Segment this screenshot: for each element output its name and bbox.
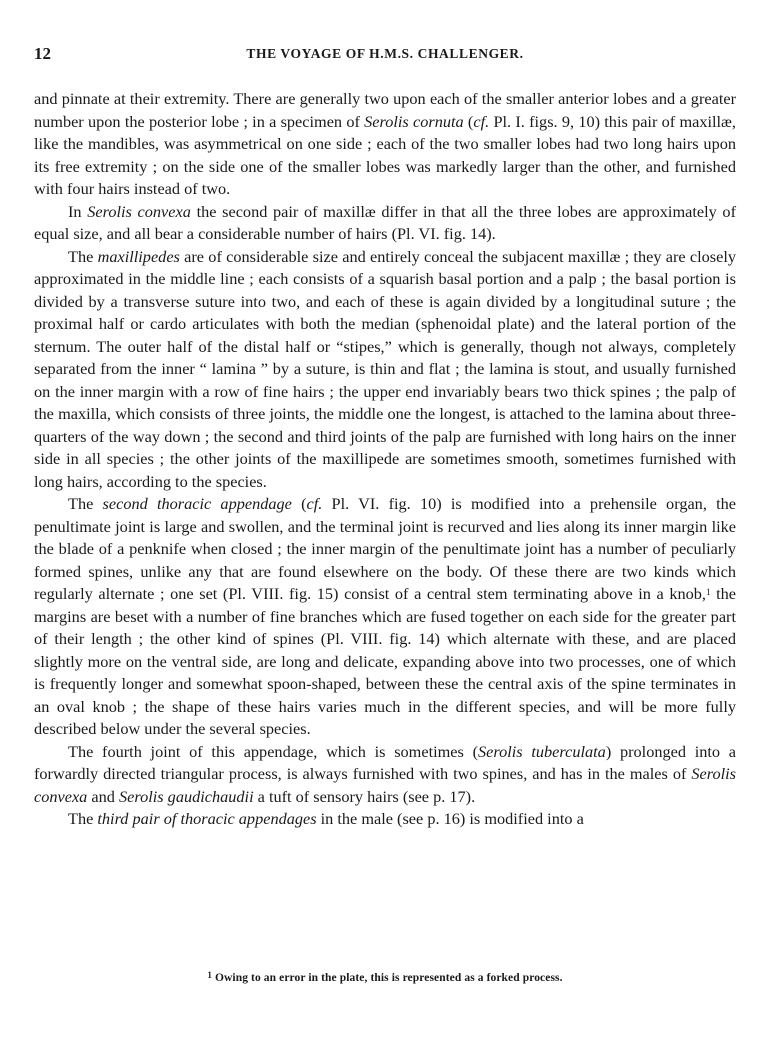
footnote xyxy=(34,972,736,984)
paragraph-5 xyxy=(34,741,736,809)
text-run: ) prolonged into a forwardly directed triangular process, is always furnished with two spines, and has in the males of xyxy=(34,741,736,783)
italic-run: maxillipedes xyxy=(97,246,180,266)
italic-run: Serolis cornuta xyxy=(364,111,464,131)
italic-run: third pair of thoracic appendages xyxy=(97,809,317,828)
italic-run: Serolis convexa xyxy=(87,201,191,221)
text-run: Pl. I. figs. 9, 10) this pair of maxillæ, like the mandibles, was asymmetrical on one side ; each of the two smaller lobes had two long hairs upon its free extremity ; on the side one of the smaller lobes was markedly larger than the other, and furnished with four hairs instead of two. xyxy=(34,111,736,198)
text-run: The xyxy=(68,246,98,266)
paragraph-3 xyxy=(34,246,736,494)
running-title: THE VOYAGE OF H.M.S. CHALLENGER. xyxy=(246,46,524,61)
text-run: The xyxy=(68,809,98,828)
text-run: ( xyxy=(291,494,307,513)
paragraph-1 xyxy=(34,88,736,201)
body-text xyxy=(34,88,736,831)
page-number: 12 xyxy=(34,44,51,63)
italic-run: Serolis convexa xyxy=(34,764,736,806)
page-header xyxy=(34,44,736,68)
italic-run: Serolis gaudichaudii xyxy=(118,786,254,806)
text-run: Pl. VI. fig. 10) is modified into a prehensile organ, the penultimate joint is large and swollen, and the terminal joint is recurved and lies along its inner margin like the blade of a penknife when closed ; the inner margin of the penultimate joint has a number of peculiarly formed spines, unlike any that are found elsewhere on the body. Of these there are two kinds which regularly alternate ; one set (Pl. VIII. fig. 15) consist of a central stem terminating above in a knob, xyxy=(34,494,736,603)
paragraph-4 xyxy=(34,493,736,741)
italic-run: cf. xyxy=(473,111,490,131)
text-run: The fourth joint of this appendage, which is sometimes ( xyxy=(68,741,478,761)
footnote-reference: 1 xyxy=(706,587,711,597)
text-run: ( xyxy=(463,111,474,131)
italic-run: Serolis tuberculata xyxy=(478,741,606,761)
paragraph-2 xyxy=(34,201,736,246)
text-run: the margins are beset with a number of fine branches which are fused together on each side for the greater part of their length ; the other kind of spines (Pl. VIII. fig. 14) which alternate with these, and are placed slightly more on the ventral side, are long and delicate, expanding above into two processes, one of which is frequently longer and somewhat spoon-shaped, between these the central axis of the spine terminates in an oval knob ; the shape of these hairs varies much in the different species, and will be more fully described below under the several species. xyxy=(34,584,736,738)
text-run: in the male (see p. 16) is modified into a xyxy=(316,809,584,828)
footnote-marker: 1 xyxy=(207,970,212,980)
footnote-text: Owing to an error in the plate, this is represented as a forked process. xyxy=(214,972,563,984)
text-run: a tuft of sensory hairs (see p. 17). xyxy=(253,786,476,806)
text-run: and pinnate at their extremity. There are generally two upon each of the smaller anterior lobes and a greater number upon the posterior lobe ; in a specimen of xyxy=(34,89,736,131)
italic-run: second thoracic appendage xyxy=(102,494,292,513)
text-run: the second pair of maxillæ differ in that all the three lobes are approximately of equal size, and all bear a considerable number of hairs (Pl. VI. fig. 14). xyxy=(34,201,736,243)
text-run: The xyxy=(68,494,103,513)
italic-run: cf. xyxy=(306,494,323,513)
paragraph-6 xyxy=(34,808,736,831)
text-run: and xyxy=(87,786,119,806)
text-run: are of considerable size and entirely conceal the subjacent maxillæ ; they are closely approximated in the middle line ; each consists of a squarish basal portion and a palp ; the basal portion is divided by a transverse suture into two, and each of these is again divided by a longitudinal suture ; the proximal half or cardo articulates with both the median (sphenoidal plate) and the lateral portion of the sternum. The outer half of the distal half or “stipes,” which is generally, though not always, completely separated from the inner “ lamina ” by a suture, is thin and flat ; the lamina is stout, and usually furnished on the inner margin with a row of fine hairs ; the upper end invariably bears two thick spines ; the palp of the maxilla, which consists of three joints, the middle one the longest, is attached to the lamina about three-quarters of the way down ; the second and third joints of the palp are furnished with long hairs on the inner side in all species ; the other joints of the maxillipede are sometimes smooth, sometimes furnished with long hairs, according to the species. xyxy=(34,246,736,491)
text-run: In xyxy=(68,201,88,221)
